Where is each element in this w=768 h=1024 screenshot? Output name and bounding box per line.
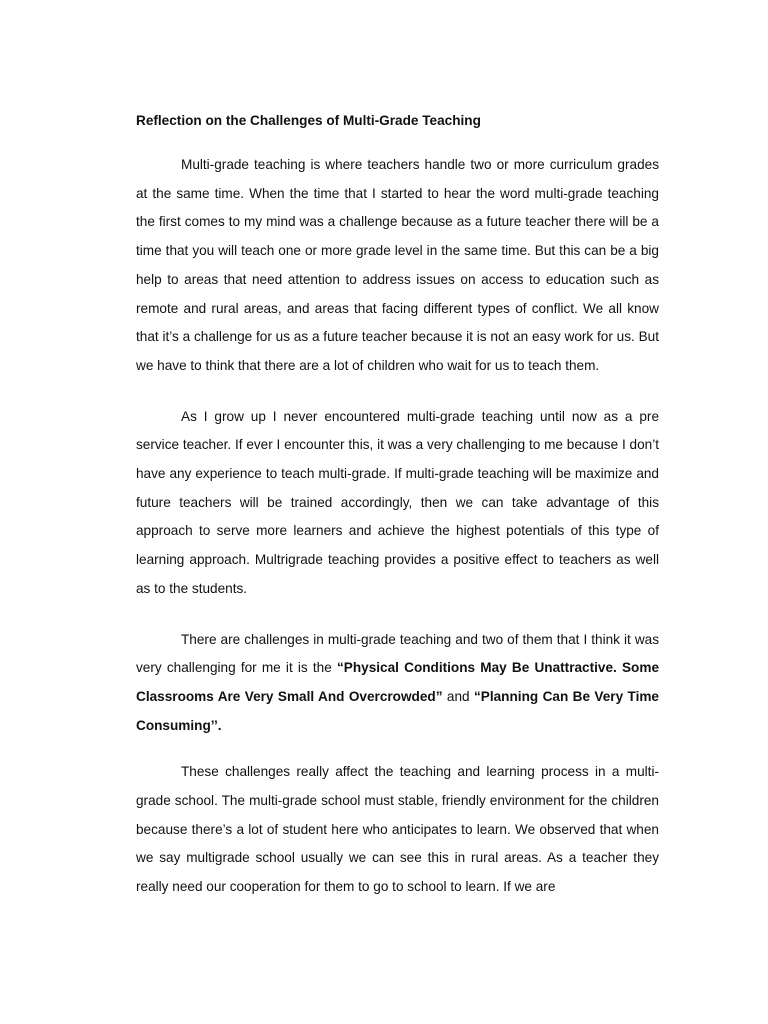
- paragraph-3-connector: and: [442, 688, 474, 704]
- paragraph-1: Multi-grade teaching is where teachers handle two or more curriculum grades at the same time. When the time that I started to hear the word multi-grade teaching the first comes to my mind was a challenge because as a future teacher there will be a time that you will teach one or more grade level in the same time. But this can be a big help to areas that need attention to address issues on access to education such as remote and rural areas, and areas that facing different types of conflict. We all know that it’s a challenge for us as a future teacher because it is not an easy work for us. But we have to think that there are a lot of children who wait for us to teach them.: [136, 157, 659, 373]
- document-body: [136, 111, 659, 902]
- challenge-2-quote: “Planning Can Be Very Time Consuming’’.: [136, 688, 659, 733]
- document-title: Reflection on the Challenges of Multi-Grade Teaching: [136, 113, 481, 128]
- paragraph-4: These challenges really affect the teaching and learning process in a multi-grade school. The multi-grade school must stable, friendly environment for the children because there’s a lot of student here who anticipates to learn. We observed that when we say multigrade school usually we can see this in rural areas. As a teacher they really need our cooperation for them to go to school to learn. If we are: [136, 764, 659, 895]
- paragraph-3-intro: There are challenges in multi-grade teaching and two of them that I think it was very challenging for me it is the: [136, 631, 659, 676]
- challenge-1-quote: “Physical Conditions May Be Unattractive. Some Classrooms Are Very Small And Overcrowded”: [136, 660, 660, 704]
- paragraph-2: As I grow up I never encountered multi-grade teaching until now as a pre service teacher. If ever I encounter this, it was a very challenging to me because I don’t have any experience to teach multi-grade. If multi-grade teaching will be maximize and future teachers will be trained accordingly, then we can take advantage of this approach to serve more learners and achieve the highest potentials of this type of learning approach. Multrigrade teaching provides a positive effect to teachers as well as to the students.: [136, 408, 659, 596]
- paragraph-3: [136, 626, 659, 741]
